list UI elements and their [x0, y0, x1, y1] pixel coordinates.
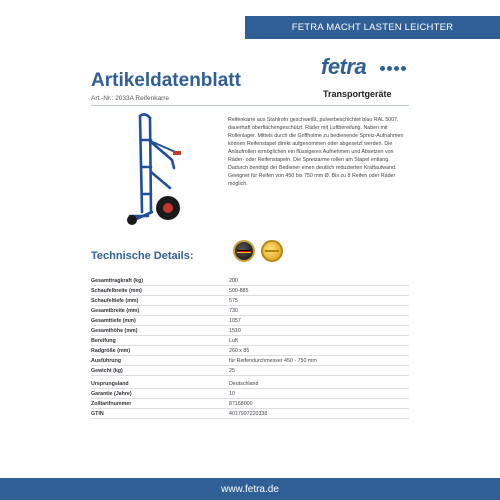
spec-value: 1510 — [229, 327, 241, 334]
spec-value: 260 x 85 — [229, 347, 250, 354]
warranty-badge-icon — [261, 240, 283, 262]
spec-value: 87168000 — [229, 400, 253, 407]
spec-table — [91, 276, 409, 419]
table-row — [91, 366, 409, 376]
table-row — [91, 356, 409, 366]
table-row — [91, 336, 409, 346]
spec-label: Schaufelbreite (mm) — [91, 287, 142, 294]
website-link[interactable]: www.fetra.de — [221, 483, 279, 495]
spec-label: Gesamtbreite (mm) — [91, 307, 140, 314]
spec-label: Gesamthöhe (mm) — [91, 327, 138, 334]
footer-bar — [0, 478, 500, 500]
spec-label: Ausführung — [91, 357, 122, 364]
table-row — [91, 276, 409, 286]
spec-label: Bereifung — [91, 337, 116, 344]
spec-label: Gesamttragkraft (kg) — [91, 277, 144, 284]
made-in-germany-badge-icon — [233, 240, 255, 262]
spec-label: GTIN — [91, 410, 104, 417]
table-row — [91, 389, 409, 399]
table-row — [91, 316, 409, 326]
spec-value: Luft — [229, 337, 238, 344]
spec-value: 200 — [229, 277, 238, 284]
spec-value: 4017997220338 — [229, 410, 268, 417]
table-row — [91, 326, 409, 336]
spec-value: 25 — [229, 367, 235, 374]
tyre-trolley-image — [110, 112, 195, 230]
spec-value: 500-885 — [229, 287, 249, 294]
spec-label: Gesamttiefe (mm) — [91, 317, 136, 324]
table-row — [91, 306, 409, 316]
table-row — [91, 409, 409, 419]
spec-value: 730 — [229, 307, 238, 314]
logo-wordmark: fetra — [321, 54, 367, 79]
table-row — [91, 296, 409, 306]
slogan-bar: FETRA MACHT LASTEN LEICHTER — [245, 16, 500, 39]
spec-label: Zolltarifnummer — [91, 400, 132, 407]
table-row — [91, 346, 409, 356]
spec-label: Gewicht (kg) — [91, 367, 123, 374]
logo-dots-icon — [380, 66, 406, 71]
spec-value: 575 — [229, 297, 238, 304]
spec-value: 1057 — [229, 317, 241, 324]
top-banner — [0, 0, 500, 62]
table-row — [91, 399, 409, 409]
spec-value: 10 — [229, 390, 235, 397]
technical-details-heading: Technische Details: — [91, 250, 194, 262]
product-description: Reifenkarre aus Stahlrohr geschweißt, pulverbeschichtet blau RAL 5007, dauerhaft oberflächengeschützt. Räder mit Luftbereifung. Naben mit Rollenlager. Mittels durch die Griffholme zu bedienende Spreiz-Aufnahmen können Reifenstapel direkt aufgenommen oder abgesetzt werden. Die Anlaufrollen ermöglichen ein flüssigeres Aufnehmen und Absetzen von Räder- oder Reifenstapeln. Die Spreizarme rollen am Stapel entlang. Dadurch benötigt der Bediener einen deutlich reduzierten Kraftaufwand. Geeignet für Reifen von 450 bis 750 mm Ø. Bis zu 8 Reifen oder Räder möglich. — [228, 117, 404, 187]
table-row — [91, 286, 409, 296]
spec-value: Deutschland — [229, 380, 259, 387]
logo-tagline: Transportgeräte — [323, 89, 392, 99]
spec-label: Ursprungsland — [91, 380, 129, 387]
fetra-logo — [321, 56, 411, 78]
table-row — [91, 379, 409, 389]
spec-value: für Reifendurchmesser 450 - 750 mm — [229, 357, 317, 364]
spec-label: Schaufeltiefe (mm) — [91, 297, 139, 304]
spec-label: Radgröße (mm) — [91, 347, 131, 354]
spec-label: Garantie (Jahre) — [91, 390, 132, 397]
page-title: Artikeldatenblatt — [91, 70, 241, 91]
title-divider — [91, 105, 409, 106]
article-number: Art.-Nr.: 2033A Reifenkarre — [91, 95, 170, 102]
